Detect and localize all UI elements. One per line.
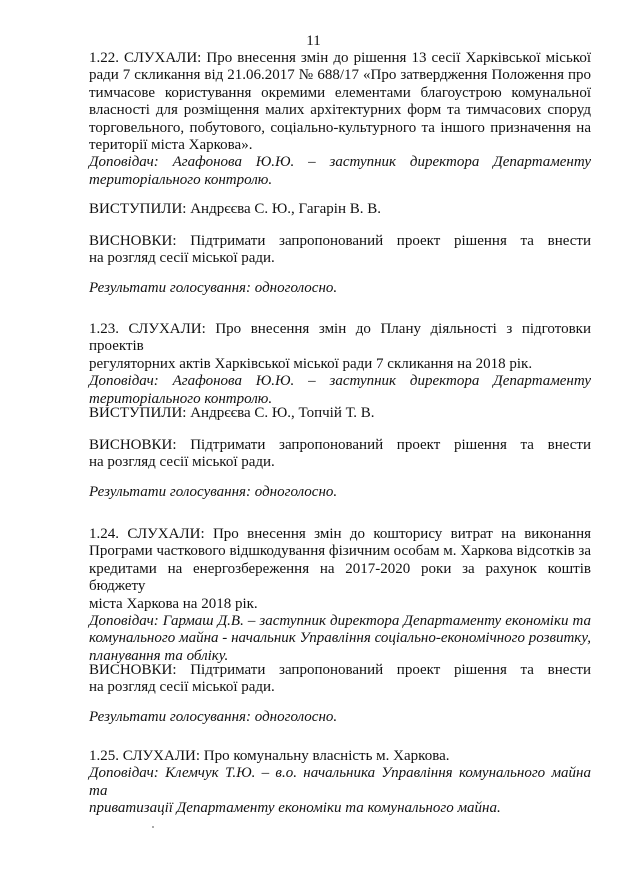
item-1-22-slukhaly [89,50,591,189]
text-line: на розгляд сесії міської ради. [89,679,275,696]
item-1-22-vystupyly: ВИСТУПИЛИ: Андрєєва С. Ю., Гагарін В. В. [89,201,382,217]
item-1-24-slukhaly [89,526,591,665]
reporter-line: територіального контролю. [89,171,273,188]
reporter-line: Доповідач: Агафонова Ю.Ю. – заступник директора Департаменту [89,154,591,171]
text-line: 1.25. СЛУХАЛИ: Про комунальну власність м. Харкова. [89,748,450,764]
text-line: 1.24. СЛУХАЛИ: Про внесення змін до кошторису витрат на виконання [89,526,591,542]
text-line: на розгляд сесії міської ради. [89,250,275,267]
text-line: торговельного, побутового, соціально-культурного та іншого призначення на [89,119,591,136]
text-line: на розгляд сесії міської ради. [89,454,275,471]
item-1-23-slukhaly [89,321,591,408]
text-line: ВИСНОВКИ: Підтримати запропонований проект рішення та внести [89,437,591,453]
text-line: ВИСНОВКИ: Підтримати запропонований проект рішення та внести [89,662,591,678]
reporter-line: приватизації Департаменту економіки та комунального майна. [89,800,501,817]
item-1-23-vystupyly: ВИСТУПИЛИ: Андрєєва С. Ю., Топчій Т. В. [89,405,375,421]
item-1-23-vysnovky [89,437,591,472]
text-line: кредитами на енергозбереження на 2017-2020 роки за рахунок коштів бюджету [89,560,591,595]
text-line: Програми часткового відшкодування фізичним особам м. Харкова відсотків за [89,543,591,560]
text-line: міста Харкова на 2018 рік. [89,595,258,612]
text-line: 1.23. СЛУХАЛИ: Про внесення змін до Плану діяльності з підготовки проектів [89,321,591,355]
text-line: регуляторних актів Харківської міської ради 7 скликання на 2018 рік. [89,355,533,372]
reporter-line: планування та обліку. [89,647,229,664]
reporter-line: Доповідач: Гармаш Д.В. – заступник директора Департаменту економіки та [89,613,591,630]
item-1-25-slukhaly [89,748,591,818]
page-number: 11 [306,33,321,49]
text-line: власності для розміщення малих архітектурних форм та тимчасових споруд [89,102,591,119]
text-line: тимчасове користування окремими елементами благоустрою комунальної [89,84,591,101]
item-1-24-voting-result: Результати голосування: одноголосно. [89,709,338,725]
item-1-22-vysnovky [89,233,591,268]
text-line: ВИСНОВКИ: Підтримати запропонований проект рішення та внести [89,233,591,249]
reporter-line: Доповідач: Агафонова Ю.Ю. – заступник директора Департаменту [89,373,591,390]
reporter-line: Доповідач: Клемчук Т.Ю. – в.о. начальника Управління комунального майна та [89,765,591,799]
item-1-23-voting-result: Результати голосування: одноголосно. [89,484,338,500]
text-line: ради 7 скликання від 21.06.2017 № 688/17 «Про затвердження Положення про [89,67,591,84]
reporter-line: комунального майна - начальник Управління соціально-економічного розвитку, [89,630,591,647]
item-1-24-vysnovky [89,662,591,697]
reporter-line: територіального контролю. [89,390,273,407]
scan-speck [152,826,154,828]
text-line: 1.22. СЛУХАЛИ: Про внесення змін до рішення 13 сесії Харківської міської [89,50,591,66]
item-1-22-voting-result: Результати голосування: одноголосно. [89,280,338,296]
text-line: території міста Харкова». [89,137,253,154]
